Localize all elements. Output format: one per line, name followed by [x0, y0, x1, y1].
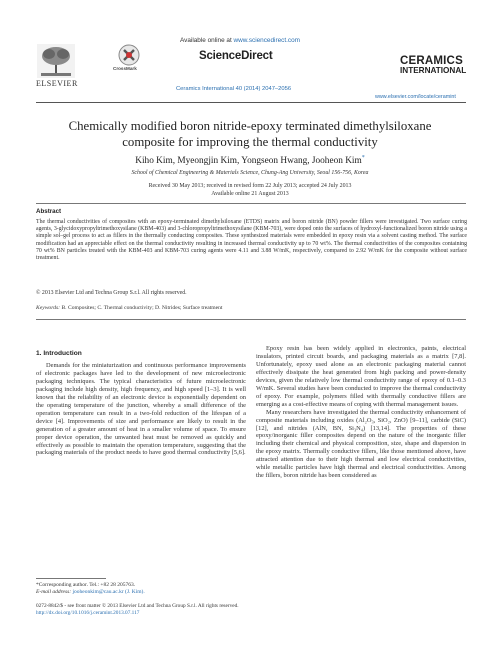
availability-line [180, 37, 300, 44]
journal-citation[interactable]: Ceramics International 40 (2014) 2047–2056 [176, 86, 292, 92]
article-dates [30, 182, 470, 198]
journal-logo-line2: INTERNATIONAL [400, 65, 467, 75]
email-label: E-mail address: [36, 589, 72, 595]
right-paragraph-2: Many researchers have investigated the thermal conductivity enhancement of composite materials including oxides (Al₂O₃, SiO₂, ZnO) [9–11], carbide (SiC) [12], and nitrides (AlN, BN, Si₃N₄) [13,14]. The properties of these epoxy/inorganic filler composites depend on the nature of the inorganic filler including their chemical and physical composition, size, shape and dispersion in the epoxy matrix. Thermally conductive fillers, like those mentioned above, have attracted attention due to their high thermal and low electrical conductivities, while metallic particles have high thermal and electrical conductivities. Among the fillers, boron nitride has been considered as [256, 408, 466, 480]
section-heading: 1. Introduction [36, 350, 82, 357]
received-dates: Received 30 May 2013; received in revised form 22 July 2013; accepted 24 July 2013 [148, 183, 352, 189]
abstract-heading: Abstract [36, 208, 62, 215]
footnote-rule [36, 578, 106, 579]
available-prefix: Available online at [180, 37, 232, 44]
affiliation: School of Chemical Engineering & Materials Science, Chung-Ang University, Seoul 156-756, Korea [131, 170, 369, 176]
publisher-name: ELSEVIER [36, 79, 78, 88]
footnote [36, 582, 145, 596]
email-link[interactable]: jooheonkim@cau.ac.kr (J. Kim). [72, 589, 145, 595]
sciencedirect-logo[interactable]: ScienceDirect [199, 50, 273, 62]
elsevier-tree-logo [37, 44, 75, 78]
issn-line: 0272-8842/$ - see front matter © 2013 Elsevier Ltd and Techna Group S.r.l. All rights reserved. [36, 603, 239, 609]
journal-homepage-link[interactable]: www.elsevier.com/locate/ceramint [375, 94, 456, 100]
abstract-body: The thermal conductivities of composites with an epoxy-terminated dimethylsiloxane (ETDS) matrix and boron nitride (BN) powder fillers were investigated. Two surface curing agents, 3-glycidoxypropyltrimethoxysilane (KBM-403) and 3-chloropropyltrimethoxysilane (KBM-703), were doped onto the surfaces of hydroxyl-functionalized boron nitride using a simple sol–gel process to act as fillers in the thermally conducting composites. These synthesized materials were embedded in epoxy resin via a solvent casting method. The surface modification had an appreciable effect on the thermal conductivity resulting in increased thermal conductivity up to 70 wt%. The thermal conductivities of the composites containing 70 wt% BN particles treated with the KBM-403 and KBM-703 curing agents were 4.11 and 3.88 W/mK, respectively, compared to 2.92 W/mK for the composite without surface treatment. [36, 219, 467, 262]
abstract-copyright: © 2013 Elsevier Ltd and Techna Group S.r.l. All rights reserved. [36, 290, 187, 296]
keywords-list: B. Composites; C. Thermal conductivity; D. Nitrides; Surface treatment [61, 305, 223, 311]
left-paragraph-1: Demands for the miniaturization and continuous performance improvements of electronic packages have led to the development of new microelectronic packaging techniques. The typical characteristics of future microelectronic packaging include high density, high frequency, and high speed [1–3]. It is well known that the reliability of an electronic device is exponentially dependent on the operating temperature of the junction, whereby a small difference of the operation temperature can result in a two-fold reduction of the lifespan of a device [4]. Improvements of size and performance are likely to result in the generation of a greater amount of heat in a smaller volume of space. To ensure proper device operation, the unwanted heat must be removed as quickly and effectively as possible to maintain the operation temperature, suggesting that the packaging materials of the product needs to have good thermal conductivity [5,6]. [36, 362, 246, 457]
abstract-rule-top [36, 203, 466, 204]
article-title [30, 119, 470, 150]
sciencedirect-link[interactable]: www.sciencedirect.com [233, 37, 300, 44]
right-paragraph-1: Epoxy resin has been widely applied in electronics, paints, electrical insulators, printed circuit boards, and packaging materials as a matrix [7,8]. Unfortunately, epoxy used alone as an electronic packaging material cannot effectively dissipate the heat generated from high packing and power-density devices, given the relatively low thermal conductivity range of epoxy of 0.1–0.3 W/mK. Several studies have been conducted to improve the thermal conductivity of epoxy. For example, polymers filled with thermally conductive fillers are emerging as a cost-effective means of coping with thermal management issues. [256, 345, 466, 408]
left-column [36, 362, 246, 457]
crossmark-label: CrossMark [113, 66, 137, 71]
keywords-rule [36, 319, 466, 320]
journal-logo-line1: CERAMICS [400, 55, 463, 67]
corresponding-author-mark[interactable]: * [361, 155, 365, 161]
corresponding-author-note: *Corresponding author. Tel.: +82 28 205763. [36, 582, 136, 588]
author-list [30, 155, 470, 166]
page-footer [36, 603, 239, 617]
title-line-1: Chemically modified boron nitride-epoxy terminated dimethylsiloxane [68, 119, 432, 133]
right-column [256, 345, 466, 480]
keywords-label: Keywords: [36, 305, 61, 311]
online-date: Available online 21 August 2013 [211, 191, 289, 197]
title-line-2: composite for improving the thermal conductivity [122, 134, 378, 149]
authors-text: Kiho Kim, Myeongjin Kim, Yongseon Hwang, Jooheon Kim [135, 156, 362, 167]
header-rule [36, 102, 466, 103]
email-line [36, 589, 145, 596]
doi-link[interactable]: http://dx.doi.org/10.1016/j.ceramint.2013.07.117 [36, 610, 140, 616]
keywords [36, 305, 222, 311]
crossmark-icon[interactable] [118, 44, 140, 66]
journal-logo [400, 56, 466, 75]
journal-header [0, 0, 496, 104]
